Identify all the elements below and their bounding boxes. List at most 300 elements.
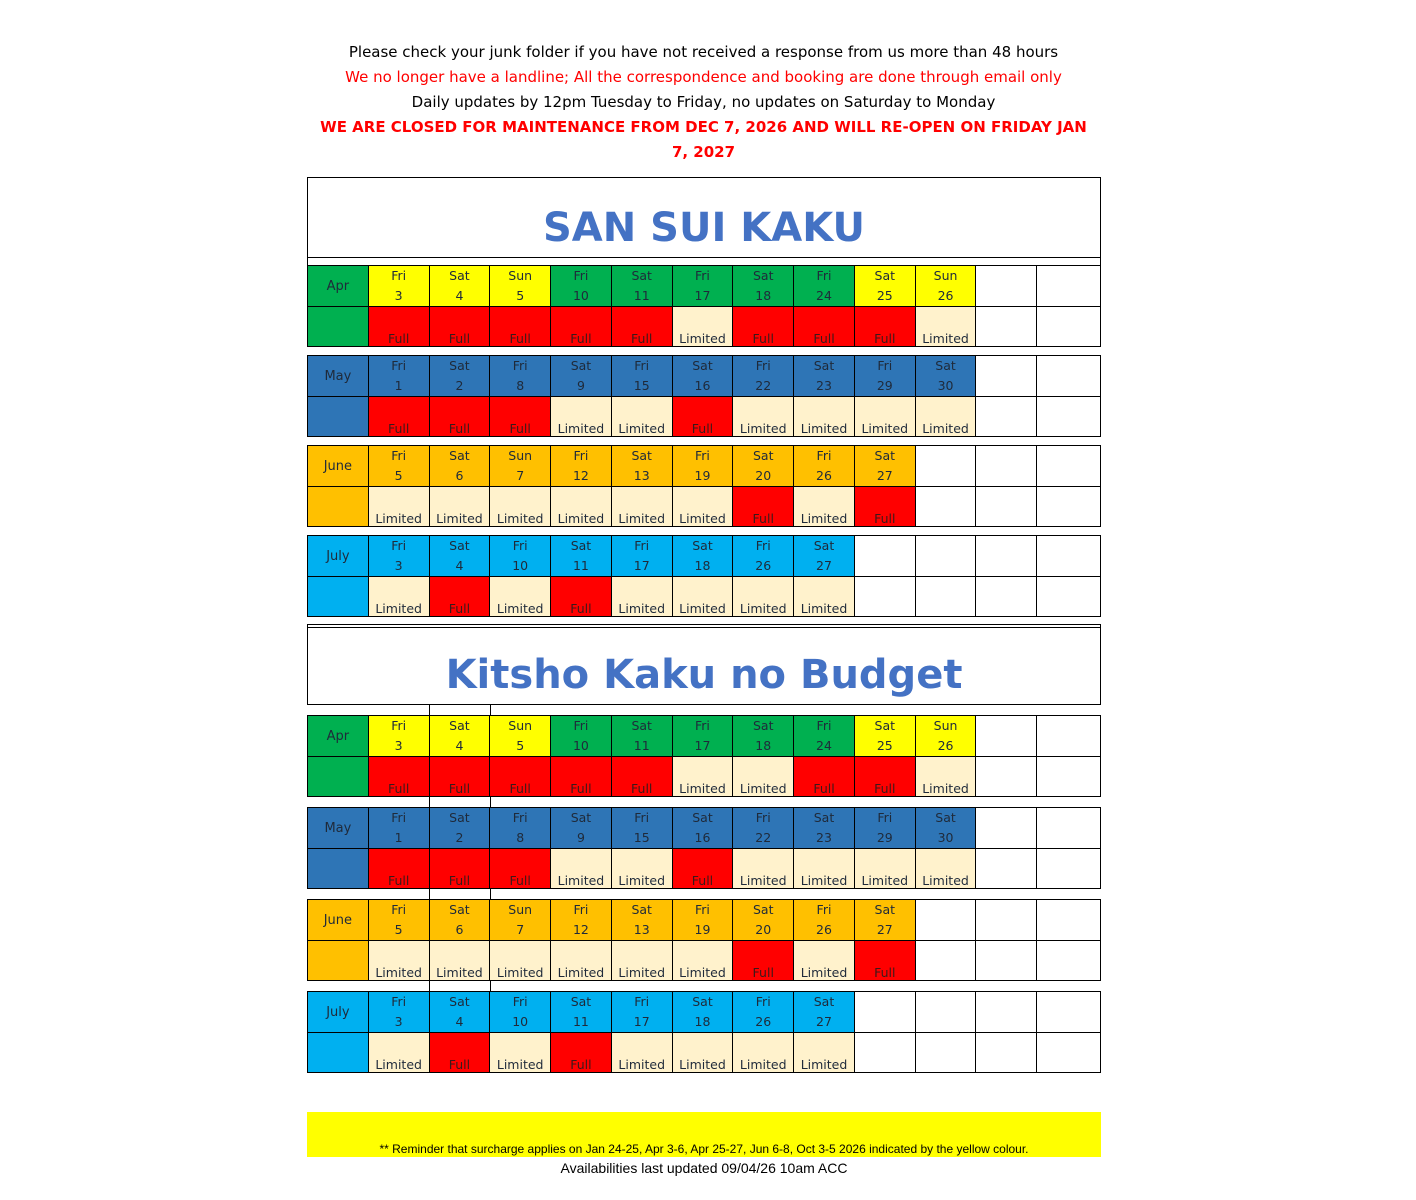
grid-line (429, 889, 430, 899)
day-number: 3 (394, 288, 403, 303)
date-cell (794, 536, 855, 576)
day-number: 18 (755, 738, 772, 753)
availability-status: Full (794, 307, 855, 346)
day-number: 10 (512, 558, 529, 573)
availability-status: Full (673, 849, 734, 888)
availability-status: Full (490, 397, 551, 436)
date-cell (430, 900, 491, 940)
availability-status: Limited (794, 941, 855, 980)
date-cell (855, 446, 916, 486)
date-cell (551, 536, 612, 576)
date-cell (733, 266, 794, 306)
day-number: 7 (516, 922, 525, 937)
date-cell (673, 356, 734, 396)
weekday: Sat (631, 718, 652, 733)
empty-cell (916, 446, 977, 486)
month-label: May (308, 356, 369, 396)
weekday: Sat (813, 994, 835, 1009)
weekday: Fri (634, 358, 650, 373)
month-table-may (307, 355, 1101, 437)
month-color-cell (308, 757, 369, 796)
status-row (308, 486, 1100, 526)
empty-cell (855, 536, 916, 576)
month-color-cell (308, 307, 369, 346)
section-title-box-san-sui-kaku (307, 177, 1101, 266)
empty-cell (916, 536, 977, 576)
month-table-may (307, 807, 1101, 889)
day-number: 17 (633, 1014, 650, 1029)
weekday: Sat (935, 810, 956, 825)
date-cell (733, 808, 794, 848)
date-cell (490, 992, 551, 1032)
availability-status: Limited (794, 487, 855, 526)
date-cell (855, 356, 916, 396)
empty-cell (976, 1033, 1037, 1072)
date-cell (673, 266, 734, 306)
date-cell (855, 808, 916, 848)
month-color-cell (308, 577, 369, 616)
date-cell (490, 716, 551, 756)
date-cell (551, 446, 612, 486)
day-number: 27 (876, 468, 893, 483)
weekday: Fri (391, 358, 407, 373)
date-cell (733, 900, 794, 940)
weekday: Fri (634, 538, 650, 553)
empty-cell (976, 716, 1037, 756)
availability-status: Limited (612, 487, 673, 526)
date-cell (794, 356, 855, 396)
availability-status: Limited (673, 487, 734, 526)
grid-line (429, 981, 430, 991)
date-cell (430, 356, 491, 396)
date-cell (369, 536, 430, 576)
empty-cell (1037, 992, 1100, 1032)
day-number: 17 (694, 738, 711, 753)
day-number: 26 (937, 738, 954, 753)
date-cell (855, 716, 916, 756)
date-cell (794, 266, 855, 306)
date-row (308, 716, 1100, 756)
day-number: 1 (394, 830, 403, 845)
day-number: 19 (694, 922, 711, 937)
weekday: Sat (449, 902, 470, 917)
day-number: 2 (455, 378, 464, 393)
availability-status: Limited (916, 757, 977, 796)
date-cell (430, 446, 491, 486)
weekday: Fri (573, 268, 589, 283)
availability-status: Limited (490, 941, 551, 980)
availability-status: Limited (733, 397, 794, 436)
availability-status: Limited (916, 307, 977, 346)
availability-status: Limited (733, 577, 794, 616)
month-table-july (307, 991, 1101, 1073)
weekday: Sun (508, 268, 533, 283)
date-cell (490, 808, 551, 848)
day-number: 20 (755, 468, 772, 483)
month-color-cell (308, 849, 369, 888)
month-color-cell (308, 941, 369, 980)
availability-status: Full (855, 307, 916, 346)
weekday: Fri (391, 718, 407, 733)
status-row (308, 396, 1100, 436)
availability-status: Full (369, 849, 430, 888)
day-number: 10 (572, 288, 589, 303)
day-number: 1 (394, 378, 403, 393)
empty-cell (1037, 849, 1100, 888)
section-title: SAN SUI KAKU (543, 205, 865, 251)
section-title: Kitsho Kaku no Budget (445, 652, 963, 698)
availability-status: Limited (673, 577, 734, 616)
empty-cell (976, 446, 1037, 486)
availability-status: Full (369, 757, 430, 796)
availability-status: Full (430, 397, 491, 436)
availability-status: Limited (673, 941, 734, 980)
weekday: Sat (449, 718, 470, 733)
date-cell (916, 266, 977, 306)
empty-cell (976, 757, 1037, 796)
day-number: 16 (694, 378, 711, 393)
weekday: Fri (512, 810, 528, 825)
availability-status: Limited (673, 307, 734, 346)
month-label: June (308, 900, 369, 940)
availability-status: Limited (612, 941, 673, 980)
weekday: Sat (449, 268, 470, 283)
weekday: Sat (874, 448, 896, 463)
weekday: Fri (877, 358, 893, 373)
availability-status: Limited (916, 849, 977, 888)
weekday: Sun (933, 268, 958, 283)
availability-status: Limited (794, 1033, 855, 1072)
weekday: Sun (508, 902, 533, 917)
date-cell (673, 992, 734, 1032)
weekday: Fri (634, 810, 650, 825)
day-number: 22 (755, 378, 772, 393)
availability-status: Limited (794, 849, 855, 888)
empty-cell (1037, 266, 1100, 306)
empty-cell (976, 992, 1037, 1032)
availability-status: Limited (551, 941, 612, 980)
empty-cell (1037, 577, 1100, 616)
month-label: June (308, 446, 369, 486)
empty-cell (976, 397, 1037, 436)
weekday: Fri (816, 268, 832, 283)
availability-status: Limited (612, 397, 673, 436)
weekday: Fri (816, 902, 832, 917)
availability-status: Limited (794, 577, 855, 616)
day-number: 27 (876, 922, 893, 937)
date-row (308, 356, 1100, 396)
day-number: 4 (455, 738, 464, 753)
availability-status: Full (855, 757, 916, 796)
weekday: Fri (573, 718, 589, 733)
weekday: Sun (933, 718, 958, 733)
weekday: Fri (512, 358, 528, 373)
day-number: 11 (572, 558, 589, 573)
availability-status: Full (855, 487, 916, 526)
date-cell (612, 900, 673, 940)
maintenance-notice: WE ARE CLOSED FOR MAINTENANCE FROM DEC 7, 2026 AND WILL RE-OPEN ON FRIDAY JAN 7, 2027 (320, 118, 1087, 161)
day-number: 30 (937, 830, 954, 845)
date-row (308, 992, 1100, 1032)
availability-status: Limited (794, 397, 855, 436)
day-number: 18 (694, 1014, 711, 1029)
availability-status: Limited (490, 487, 551, 526)
availability-status: Full (551, 757, 612, 796)
day-number: 22 (755, 830, 772, 845)
date-cell (916, 716, 977, 756)
date-cell (673, 536, 734, 576)
empty-cell (916, 577, 977, 616)
date-cell (551, 808, 612, 848)
title-rule (308, 257, 1100, 258)
weekday: Sun (508, 718, 533, 733)
day-number: 4 (455, 1014, 464, 1029)
day-number: 26 (755, 1014, 772, 1029)
empty-cell (1037, 356, 1100, 396)
date-row (308, 900, 1100, 940)
weekday: Sat (752, 718, 774, 733)
weekday: Fri (695, 902, 710, 917)
date-cell (673, 808, 734, 848)
weekday: Sat (631, 448, 652, 463)
weekday: Sat (692, 994, 713, 1009)
availability-status: Full (430, 577, 491, 616)
date-cell (794, 716, 855, 756)
day-number: 25 (876, 288, 893, 303)
date-cell (612, 808, 673, 848)
weekday: Fri (755, 810, 771, 825)
weekday: Fri (877, 810, 893, 825)
month-label: Apr (308, 716, 369, 756)
availability-status: Limited (490, 577, 551, 616)
availability-status: Limited (855, 397, 916, 436)
empty-cell (1037, 1033, 1100, 1072)
weekday: Sat (752, 902, 774, 917)
day-number: 4 (455, 558, 464, 573)
day-number: 23 (816, 830, 832, 845)
empty-cell (1037, 900, 1100, 940)
weekday: Sat (570, 538, 592, 553)
date-cell (733, 716, 794, 756)
availability-status: Full (794, 757, 855, 796)
month-table-june (307, 899, 1101, 981)
availability-status: Full (551, 577, 612, 616)
availability-status: Limited (916, 397, 977, 436)
day-number: 26 (937, 288, 954, 303)
day-number: 10 (572, 738, 589, 753)
date-cell (551, 266, 612, 306)
availability-status: Limited (855, 849, 916, 888)
date-cell (673, 900, 734, 940)
day-number: 2 (455, 830, 464, 845)
status-row (308, 756, 1100, 796)
date-cell (794, 900, 855, 940)
availability-status: Limited (733, 1033, 794, 1072)
availability-status: Limited (612, 849, 673, 888)
day-number: 24 (816, 738, 832, 753)
grid-line (490, 797, 491, 807)
weekday: Sat (449, 810, 470, 825)
weekday: Sat (449, 994, 470, 1009)
date-cell (490, 446, 551, 486)
weekday: Sat (692, 810, 713, 825)
weekday: Sat (631, 268, 652, 283)
month-label: Apr (308, 266, 369, 306)
date-cell (673, 446, 734, 486)
date-row (308, 536, 1100, 576)
date-cell (430, 992, 491, 1032)
weekday: Fri (391, 268, 407, 283)
availability-status: Full (551, 307, 612, 346)
weekday: Fri (695, 448, 710, 463)
date-cell (673, 716, 734, 756)
day-number: 27 (816, 558, 832, 573)
empty-cell (976, 536, 1037, 576)
date-cell (612, 266, 673, 306)
day-number: 3 (394, 1014, 403, 1029)
day-number: 3 (394, 558, 403, 573)
availability-status: Limited (673, 757, 734, 796)
date-cell (490, 356, 551, 396)
empty-cell (855, 577, 916, 616)
date-cell (369, 808, 430, 848)
availability-status: Full (551, 1033, 612, 1072)
weekday: Sat (570, 994, 592, 1009)
weekday: Sat (752, 268, 774, 283)
date-cell (612, 716, 673, 756)
weekday: Fri (573, 902, 589, 917)
weekday: Fri (512, 538, 528, 553)
day-number: 24 (816, 288, 832, 303)
day-number: 19 (694, 468, 711, 483)
date-cell (490, 900, 551, 940)
date-cell (490, 536, 551, 576)
date-cell (551, 716, 612, 756)
date-cell (430, 808, 491, 848)
month-table-apr (307, 265, 1101, 347)
empty-cell (916, 992, 977, 1032)
empty-cell (1037, 536, 1100, 576)
status-row (308, 940, 1100, 980)
availability-status: Limited (733, 849, 794, 888)
date-cell (916, 356, 977, 396)
day-number: 26 (755, 558, 772, 573)
date-cell (369, 716, 430, 756)
month-color-cell (308, 487, 369, 526)
month-table-june (307, 445, 1101, 527)
availability-status: Full (430, 849, 491, 888)
date-cell (490, 266, 551, 306)
date-row (308, 808, 1100, 848)
availability-status: Full (369, 397, 430, 436)
availability-status: Limited (369, 1033, 430, 1072)
weekday: Fri (634, 994, 650, 1009)
day-number: 13 (633, 468, 650, 483)
date-cell (612, 356, 673, 396)
day-number: 12 (572, 468, 589, 483)
day-number: 29 (876, 378, 893, 393)
month-color-cell (308, 397, 369, 436)
availability-status: Limited (490, 1033, 551, 1072)
availability-status: Full (673, 397, 734, 436)
day-number: 29 (876, 830, 893, 845)
date-cell (369, 356, 430, 396)
weekday: Fri (755, 358, 771, 373)
availability-status: Limited (612, 1033, 673, 1072)
date-cell (733, 356, 794, 396)
availability-status: Full (430, 307, 491, 346)
weekday: Fri (755, 994, 771, 1009)
availability-status: Full (369, 307, 430, 346)
weekday: Sat (813, 810, 835, 825)
date-cell (369, 992, 430, 1032)
availability-status: Full (733, 487, 794, 526)
month-label: May (308, 808, 369, 848)
date-cell (369, 266, 430, 306)
date-cell (612, 992, 673, 1032)
weekday: Fri (816, 718, 832, 733)
empty-cell (1037, 446, 1100, 486)
day-number: 12 (572, 922, 589, 937)
date-cell (430, 536, 491, 576)
availability-status: Limited (430, 487, 491, 526)
section-title-box-kitsho-kaku (307, 624, 1101, 705)
grid-line (490, 981, 491, 991)
day-number: 15 (633, 830, 650, 845)
empty-cell (1037, 941, 1100, 980)
day-number: 17 (633, 558, 650, 573)
day-number: 8 (516, 378, 525, 393)
day-number: 7 (516, 468, 525, 483)
day-number: 17 (694, 288, 711, 303)
empty-cell (1037, 757, 1100, 796)
date-cell (794, 808, 855, 848)
weekday: Fri (391, 448, 407, 463)
availability-status: Full (612, 307, 673, 346)
day-number: 5 (516, 738, 525, 753)
grid-line (490, 705, 491, 715)
day-number: 18 (694, 558, 711, 573)
date-cell (733, 446, 794, 486)
grid-line (429, 797, 430, 807)
date-cell (916, 808, 977, 848)
grid-line (490, 889, 491, 899)
notices (310, 40, 1097, 165)
day-number: 6 (455, 922, 464, 937)
weekday: Sat (813, 538, 835, 553)
weekday: Fri (755, 538, 771, 553)
availability-status: Full (733, 307, 794, 346)
day-number: 13 (633, 922, 650, 937)
day-number: 5 (394, 922, 403, 937)
weekday: Sat (935, 358, 956, 373)
day-number: 9 (576, 830, 585, 845)
date-cell (430, 266, 491, 306)
weekday: Sun (508, 448, 533, 463)
availability-status: Full (855, 941, 916, 980)
availability-status: Full (490, 757, 551, 796)
empty-cell (1037, 397, 1100, 436)
availability-status: Limited (551, 487, 612, 526)
empty-cell (855, 992, 916, 1032)
day-number: 23 (816, 378, 832, 393)
availability-status: Limited (551, 849, 612, 888)
day-number: 26 (816, 468, 832, 483)
empty-cell (916, 1033, 977, 1072)
date-cell (733, 536, 794, 576)
weekday: Fri (695, 268, 710, 283)
month-table-apr (307, 715, 1101, 797)
